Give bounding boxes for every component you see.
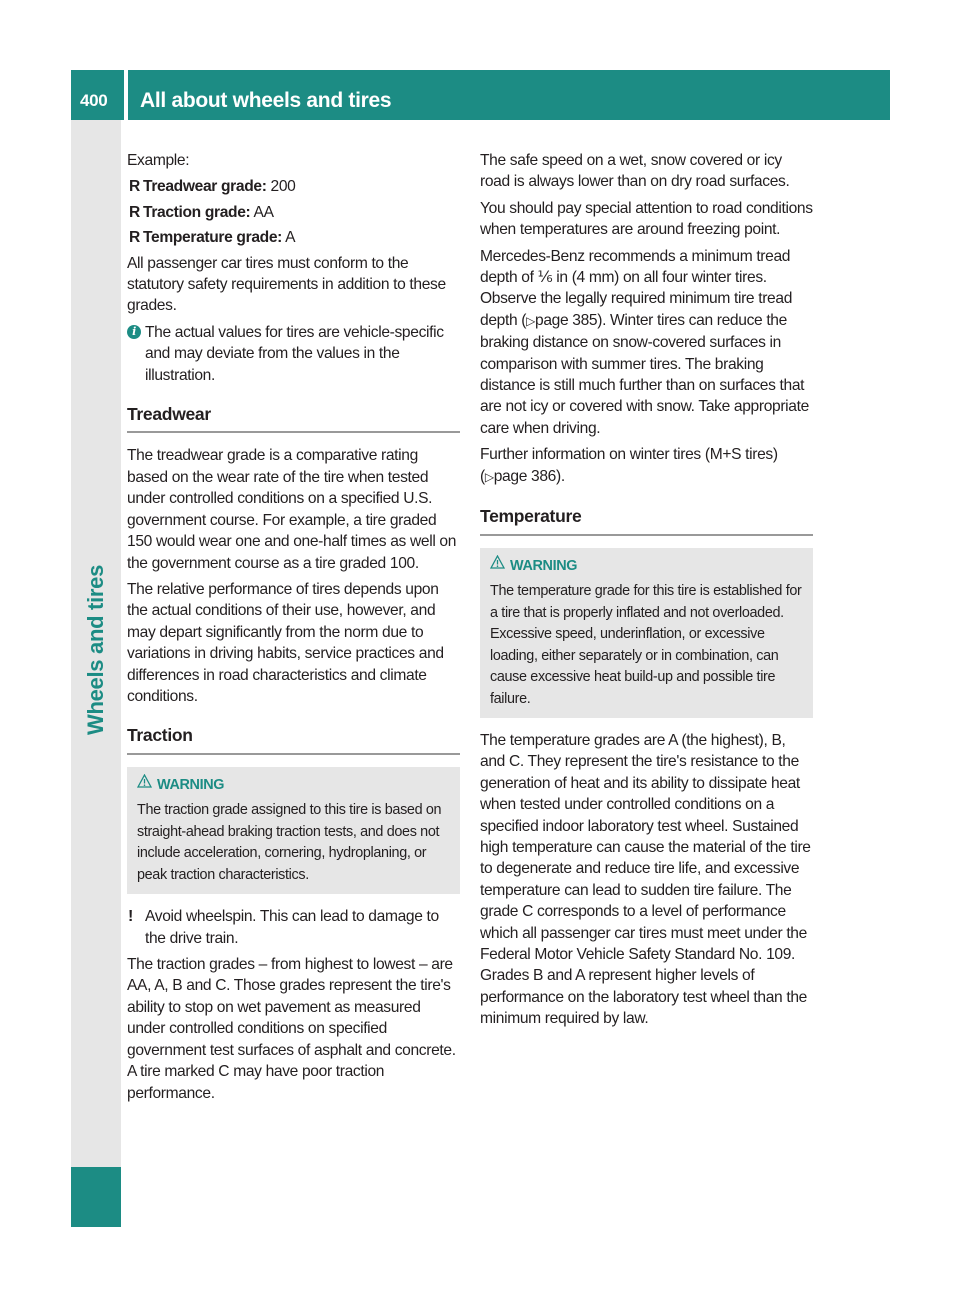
- right-column: [480, 150, 813, 1035]
- temperature-warning-text: The temperature grade for this tire is established for a tire that is properly inflated and not overloaded. Excessive speed, underinflation, or excessive loading, either separately or in combination, can cause excessive heat build-up and possible tire failure.: [490, 583, 802, 707]
- bullet-label: Traction grade:: [143, 203, 251, 221]
- treadwear-paragraph-2: The relative performance of tires depends upon the actual conditions of their use, however, and may depart significantly from the norm due to variations in driving habits, service practices and differences in road characteristics and climate conditions.: [127, 580, 444, 705]
- heading-traction: Traction: [127, 725, 460, 746]
- winter-info-paragraph: [480, 444, 813, 488]
- temperature-warning-box: [480, 548, 813, 719]
- avoid-note-text: Avoid wheelspin. This can lead to damage to the drive train.: [145, 908, 439, 947]
- winter-info-text-b: ).: [555, 467, 565, 485]
- side-tab: [71, 1167, 121, 1227]
- info-note-text: The actual values for tires are vehicle-specific and may deviate from the values in the illustration.: [145, 323, 444, 384]
- safe-speed-paragraph: The safe speed on a wet, snow covered or icy road is always lower than on dry road surfaces.: [480, 152, 790, 191]
- bullet-label: Temperature grade:: [143, 229, 282, 247]
- page-ref-386[interactable]: page 386: [493, 467, 556, 485]
- treadwear-paragraph-1: The treadwear grade is a comparative rating based on the wear rate of the tire when tested under controlled conditions on a specified U.S. government course. For example, a tire graded 150 would wear one and one-half times as well on the government course as a tire graded 100.: [127, 447, 457, 572]
- section-title: All about wheels and tires: [140, 89, 392, 112]
- bullet-value: AA: [250, 203, 274, 221]
- bullet-temperature: [127, 227, 460, 248]
- bullet-treadwear: [127, 176, 460, 197]
- example-label: Example:: [127, 152, 190, 169]
- info-icon: i: [127, 325, 141, 339]
- temperature-warning-title: [490, 556, 803, 578]
- page-ref-arrow-icon: ▷: [526, 313, 535, 328]
- temperature-paragraph: The temperature grades are A (the highest), B, and C. They represent the tire's resistance to the generation of heat and its ability to dissipate heat when tested under controlled conditions on a specified indoor laboratory test wheel. Sustained high temperature can cause the material of the tire to degenerate and reduce tire life, and excessive temperature can lead to sudden tire failure. The grade C corresponds to a level of performance which all passenger car tires must meet under the Federal Motor Vehicle Safety Standard No. 109. Grades B and A represent higher levels of performance on the laboratory test wheel than the minimum required by law.: [480, 732, 811, 1028]
- tread-depth-text-b: ). Winter tires can reduce the braking distance on snow-covered surfaces in comparison with summer tires. The braking distance is still much further than on surfaces that are not icy or covered with snow. Take appropriate care when driving.: [480, 311, 809, 437]
- tread-depth-text-a: Mercedes-Benz recommends a minimum tread depth of ⅙ in (4 mm) on all four winter tires. Observe the legally required minimum tire tread depth (: [480, 247, 793, 329]
- bullet-value: 200: [266, 178, 296, 196]
- page-ref-arrow-icon: ▷: [484, 469, 494, 484]
- warning-triangle-icon: [137, 774, 152, 796]
- bullet-icon: R: [129, 203, 140, 221]
- page-number: 400: [80, 91, 108, 110]
- exclamation-icon: !: [128, 908, 133, 926]
- winter-info-text-a: Further information on winter tires (M+S tires) (: [480, 446, 778, 485]
- bullet-icon: R: [129, 178, 140, 196]
- bullet-icon: R: [129, 229, 140, 247]
- warning-title-text: WARNING: [510, 557, 578, 574]
- traction-warning-title: [137, 775, 450, 797]
- header-divider: [124, 70, 128, 120]
- warning-triangle-icon: [490, 555, 505, 577]
- page-ref-385[interactable]: page 385: [535, 311, 598, 329]
- traction-warning-box: [127, 767, 460, 895]
- avoid-note: [127, 906, 460, 949]
- left-column: [127, 150, 460, 1109]
- traction-warning-text: The traction grade assigned to this tire is based on straight-ahead braking traction tests, and does not include acceleration, cornering, hydroplaning, or peak traction characteristics.: [137, 802, 442, 883]
- tread-depth-paragraph: [480, 246, 813, 440]
- bullet-value: A: [282, 229, 296, 247]
- bullet-traction: [127, 202, 460, 223]
- freezing-paragraph: You should pay special attention to road conditions when temperatures are around freezing point.: [480, 199, 813, 239]
- info-note: [127, 322, 460, 386]
- heading-temperature: Temperature: [480, 506, 813, 527]
- warning-title-text: WARNING: [157, 776, 225, 793]
- traction-paragraph: The traction grades – from highest to lowest – are AA, A, B and C. Those grades represent the tire's ability to stop on wet pavement as measured under controlled conditions on specified government test surfaces of asphalt and concrete. A tire marked C may have poor traction performance.: [127, 956, 456, 1102]
- conform-paragraph: All passenger car tires must conform to the statutory safety requirements in addition to these grades.: [127, 254, 446, 315]
- bullet-label: Treadwear grade:: [143, 178, 267, 196]
- side-chapter-label: Wheels and tires: [83, 564, 108, 736]
- heading-treadwear: Treadwear: [127, 404, 460, 425]
